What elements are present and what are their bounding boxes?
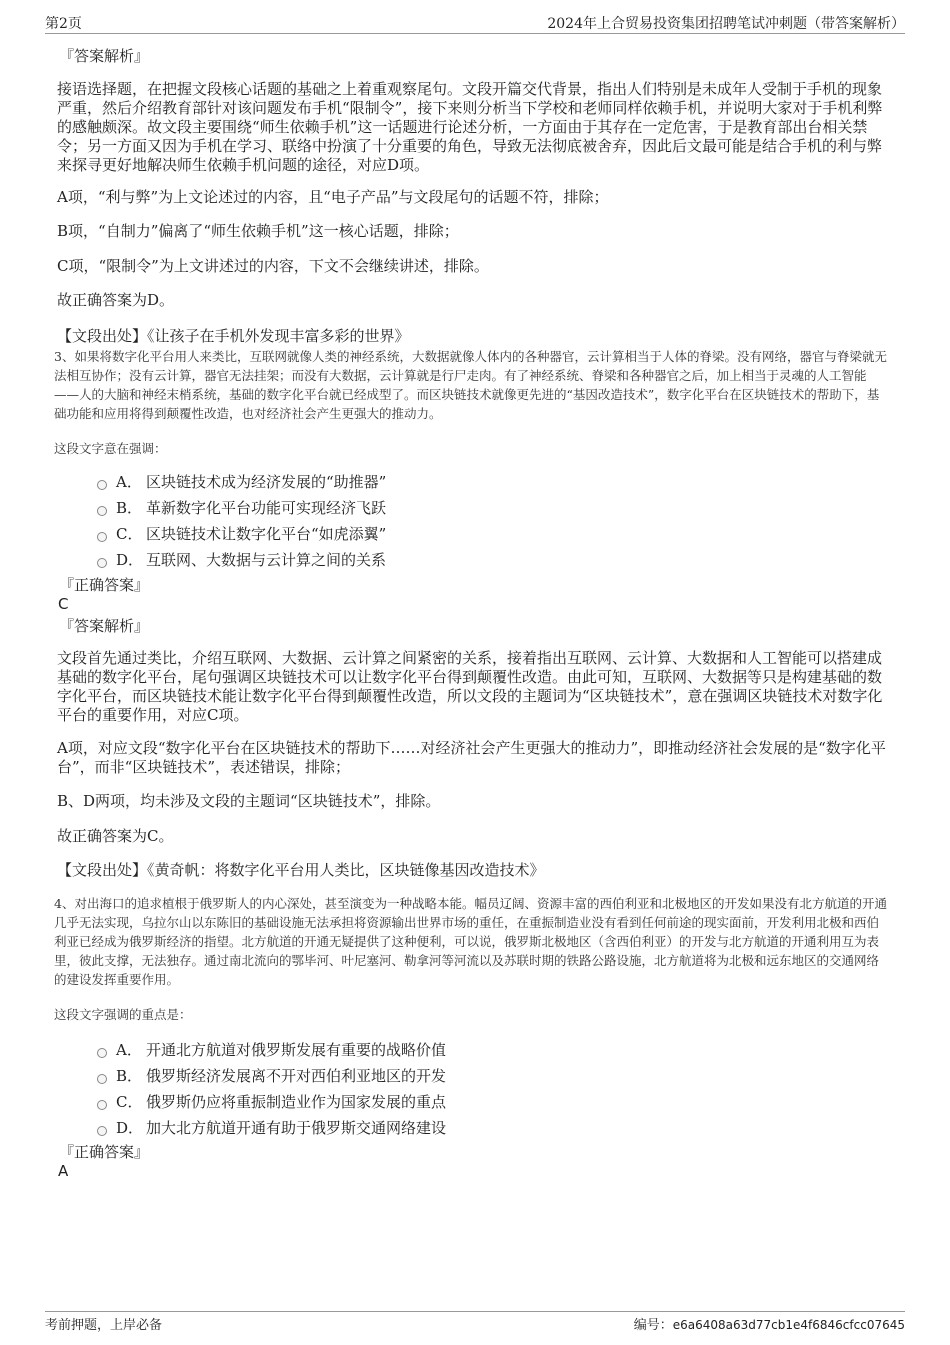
- q4-answer: A: [58, 1162, 69, 1180]
- q3-analysis-option-bd: B、D两项，均未涉及文段的主题词“区块链技术”，排除。: [57, 792, 441, 810]
- q3-prompt: 这段文字意在强调：: [54, 441, 167, 456]
- option-letter: C．: [116, 525, 143, 543]
- q3-options: [97, 469, 887, 573]
- radio-icon[interactable]: [97, 1100, 107, 1110]
- q2-analysis-text: 接语选择题，在把握文段核心话题的基础之上着重观察尾句。文段开篇交代背景，指出人们特别是未成年人受制于手机的现象严重，然后介绍教育部针对该问题发布手机“限制令”，接下来则分析当下学校和老师同样依赖手机，并说明大家对于手机利弊的感触颇深。故文段主要围绕“师生依赖手机”这一话题进行论述分析，一方面由于其存在一定危害，于是教育部出台相关禁令；另一方面又因为手机在学习、联络中扮演了十分重要的角色，导致无法彻底被舍弃，因此后文最可能是结合手机的利与弊来探寻更好地解决师生依赖手机问题的途径，对应D项。: [57, 80, 883, 174]
- footer-slogan: 考前押题，上岸必备: [45, 1318, 163, 1333]
- option-text: 加大北方航道开通有助于俄罗斯交通网络建设: [146, 1119, 447, 1137]
- q3-source: 【文段出处】《黄奇帆：将数字化平台用人类比，区块链像基因改造技术》: [57, 861, 545, 879]
- q4-prompt: 这段文字强调的重点是：: [54, 1007, 192, 1022]
- radio-icon[interactable]: [97, 1048, 107, 1058]
- q2-conclusion: 故正确答案为D。: [57, 291, 175, 309]
- footer-divider: [45, 1311, 905, 1312]
- option-letter: D．: [116, 551, 144, 569]
- radio-icon[interactable]: [97, 506, 107, 516]
- q4-answer-label: 『正确答案』: [59, 1143, 150, 1161]
- option-text: 俄罗斯仍应将重振制造业作为国家发展的重点: [146, 1093, 447, 1111]
- q4-option-c[interactable]: [97, 1089, 887, 1115]
- q3-analysis-label: 『答案解析』: [59, 617, 150, 635]
- q3-answer-label: 『正确答案』: [59, 576, 150, 594]
- option-letter: A．: [116, 1041, 142, 1059]
- q2-analysis-option-a: A项，“利与弊”为上文论述过的内容，且“电子产品”与文段尾句的话题不符，排除；: [57, 188, 609, 206]
- q2-analysis-option-b: B项，“自制力”偏离了“师生依赖手机”这一核心话题，排除；: [57, 222, 459, 240]
- option-letter: B．: [116, 499, 143, 517]
- option-text: 革新数字化平台功能可实现经济飞跃: [146, 499, 387, 517]
- q3-option-b[interactable]: [97, 495, 887, 521]
- q3-option-a[interactable]: [97, 469, 887, 495]
- option-letter: B．: [116, 1067, 143, 1085]
- document-title: 2024年上合贸易投资集团招聘笔试冲刺题（带答案解析）: [547, 16, 905, 32]
- q2-source: 【文段出处】《让孩子在手机外发现丰富多彩的世界》: [57, 327, 410, 345]
- footer-code-value: e6a6408a63d77cb1e4f6846cfcc07645: [672, 1318, 905, 1332]
- option-text: 互联网、大数据与云计算之间的关系: [146, 551, 387, 569]
- q3-option-c[interactable]: [97, 521, 887, 547]
- q4-question-text: 4、对出海口的追求植根于俄罗斯人的内心深处，甚至演变为一种战略本能。幅员辽阔、资源丰富的西伯利亚和北极地区的开发如果没有北方航道的开通几乎无法实现，乌拉尔山以东陈旧的基础设施无法承担将资源输出世界市场的重任，在重振制造业没有看到任何前途的现实面前，开发利用北极和西伯利亚已经成为俄罗斯经济的指望。北方航道的开通无疑提供了这种便利，可以说，俄罗斯北极地区（含西伯利亚）的开发与北方航道的开通利用互为表里，彼此支撑，无法独存。通过南北流向的鄂毕河、叶尼塞河、勒拿河等河流以及苏联时期的铁路公路设施，北方航道将为北极和远东地区的交通网络的建设发挥重要作用。: [54, 896, 887, 987]
- option-text: 俄罗斯经济发展离不开对西伯利亚地区的开发: [146, 1067, 447, 1085]
- radio-icon[interactable]: [97, 532, 107, 542]
- radio-icon[interactable]: [97, 1074, 107, 1084]
- option-letter: A．: [116, 473, 142, 491]
- page-content: [54, 46, 887, 1181]
- option-text: 开通北方航道对俄罗斯发展有重要的战略价值: [146, 1041, 447, 1059]
- option-letter: C．: [116, 1093, 143, 1111]
- q4-option-b[interactable]: [97, 1063, 887, 1089]
- q3-answer: C: [58, 595, 69, 613]
- radio-icon[interactable]: [97, 1126, 107, 1136]
- option-letter: D．: [116, 1119, 144, 1137]
- radio-icon[interactable]: [97, 480, 107, 490]
- radio-icon[interactable]: [97, 558, 107, 568]
- footer-code: [634, 1314, 905, 1333]
- q3-conclusion: 故正确答案为C。: [57, 827, 174, 845]
- option-text: 区块链技术成为经济发展的“助推器”: [146, 473, 387, 491]
- q3-option-d[interactable]: [97, 547, 887, 573]
- q4-option-a[interactable]: [97, 1037, 887, 1063]
- q2-analysis-option-c: C项，“限制令”为上文讲述过的内容，下文不会继续讲述，排除。: [57, 257, 489, 275]
- q3-question-text: 3、如果将数字化平台用人来类比，互联网就像人类的神经系统，大数据就像人体内的各种器官，云计算相当于人体的脊梁。没有网络，器官与脊梁就无法相互协作；没有云计算，器官无法挂架；而没有大数据，云计算就是行尸走肉。有了神经系统、脊梁和各种器官之后，加上相当于灵魂的人工智能——人的大脑和神经末梢系统，基础的数字化平台就已经成型了。而区块链技术就像更先进的“基因改造技术”，数字化平台在区块链技术的帮助下，基础功能和应用将得到颠覆性改造，也对经济社会产生更强大的推动力。: [54, 349, 887, 421]
- footer-code-label: 编号：: [633, 1318, 673, 1333]
- q4-options: [97, 1037, 887, 1141]
- q2-analysis-label: 『答案解析』: [59, 47, 150, 65]
- q3-analysis-text: 文段首先通过类比，介绍互联网、大数据、云计算之间紧密的关系，接着指出互联网、云计算、大数据和人工智能可以搭建成基础的数字化平台，尾句强调区块链技术可以让数字化平台得到颠覆性改造。由此可知，互联网、大数据等只是构建基础的数字化平台，而区块链技术能让数字化平台得到颠覆性改造，所以文段的主题词为“区块链技术”，意在强调区块链技术对数字化平台的重要作用，对应C项。: [57, 649, 883, 724]
- header-divider: [45, 33, 905, 34]
- q3-analysis-option-a: A项，对应文段“数字化平台在区块链技术的帮助下……对经济社会产生更强大的推动力”，即推动经济社会发展的是“数字化平台”，而非“区块链技术”，表述错误，排除；: [57, 739, 886, 776]
- option-text: 区块链技术让数字化平台“如虎添翼”: [146, 525, 387, 543]
- page-number: 第2页: [45, 16, 82, 32]
- q4-option-d[interactable]: [97, 1115, 887, 1141]
